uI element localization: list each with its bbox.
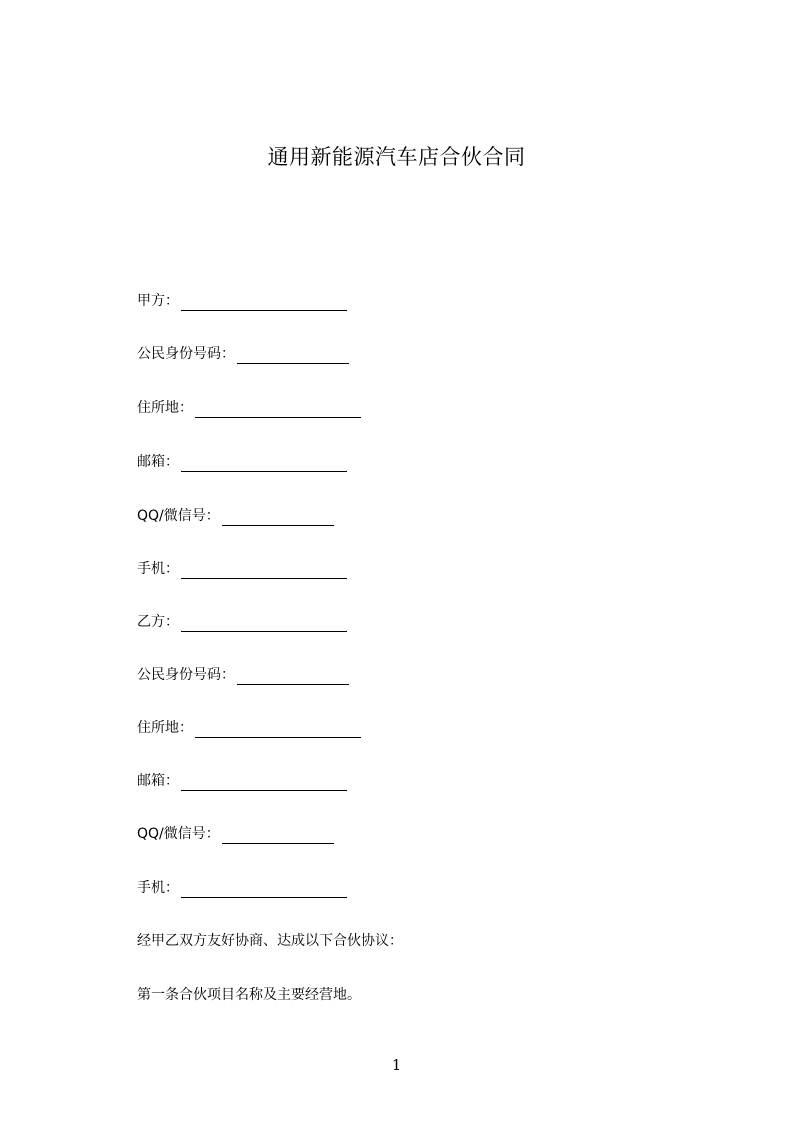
party-a-qq-wechat-field [137,506,334,526]
party-b-address-blank [195,722,361,738]
party-a-name-label: 甲方： [137,293,179,309]
party-b-id-label: 公民身份号码： [137,667,235,683]
party-b-address-field [137,718,361,738]
party-a-email-label: 邮箱： [137,454,179,470]
party-a-address-field [137,398,361,418]
party-b-name-label: 乙方： [137,614,179,630]
article-1-heading: 第一条合伙项目名称及主要经营地。 [137,987,361,1003]
party-a-id-label: 公民身份号码： [137,346,235,362]
party-b-phone-field [137,878,347,898]
party-a-id-field [137,344,349,364]
party-a-phone-field [137,559,347,579]
party-a-name-field [137,291,347,311]
party-a-address-label: 住所地： [137,400,193,416]
document-title: 通用新能源汽车店合伙合同 [267,145,526,169]
party-a-email-field [137,452,347,472]
intro-paragraph: 经甲乙双方友好协商、达成以下合伙协议： [137,933,403,949]
party-b-qq-wechat-field [137,824,334,844]
party-b-qq-wechat-blank [222,828,334,844]
party-b-email-label: 邮箱： [137,773,179,789]
party-b-phone-blank [181,882,347,898]
party-b-qq-wechat-label: QQ/微信号： [137,826,220,842]
party-a-phone-label: 手机： [137,561,179,577]
party-a-id-blank [237,348,349,364]
party-b-address-label: 住所地： [137,720,193,736]
party-a-address-blank [195,402,361,418]
page-number: 1 [391,1056,402,1074]
party-a-email-blank [181,456,347,472]
party-a-qq-wechat-blank [222,510,334,526]
party-b-email-field [137,771,347,791]
party-a-qq-wechat-label: QQ/微信号： [137,508,220,524]
party-a-phone-blank [181,563,347,579]
party-b-name-blank [181,616,347,632]
party-b-name-field [137,612,347,632]
party-b-id-field [137,665,349,685]
party-b-id-blank [237,669,349,685]
party-b-phone-label: 手机： [137,880,179,896]
party-a-name-blank [181,295,347,311]
party-b-email-blank [181,775,347,791]
